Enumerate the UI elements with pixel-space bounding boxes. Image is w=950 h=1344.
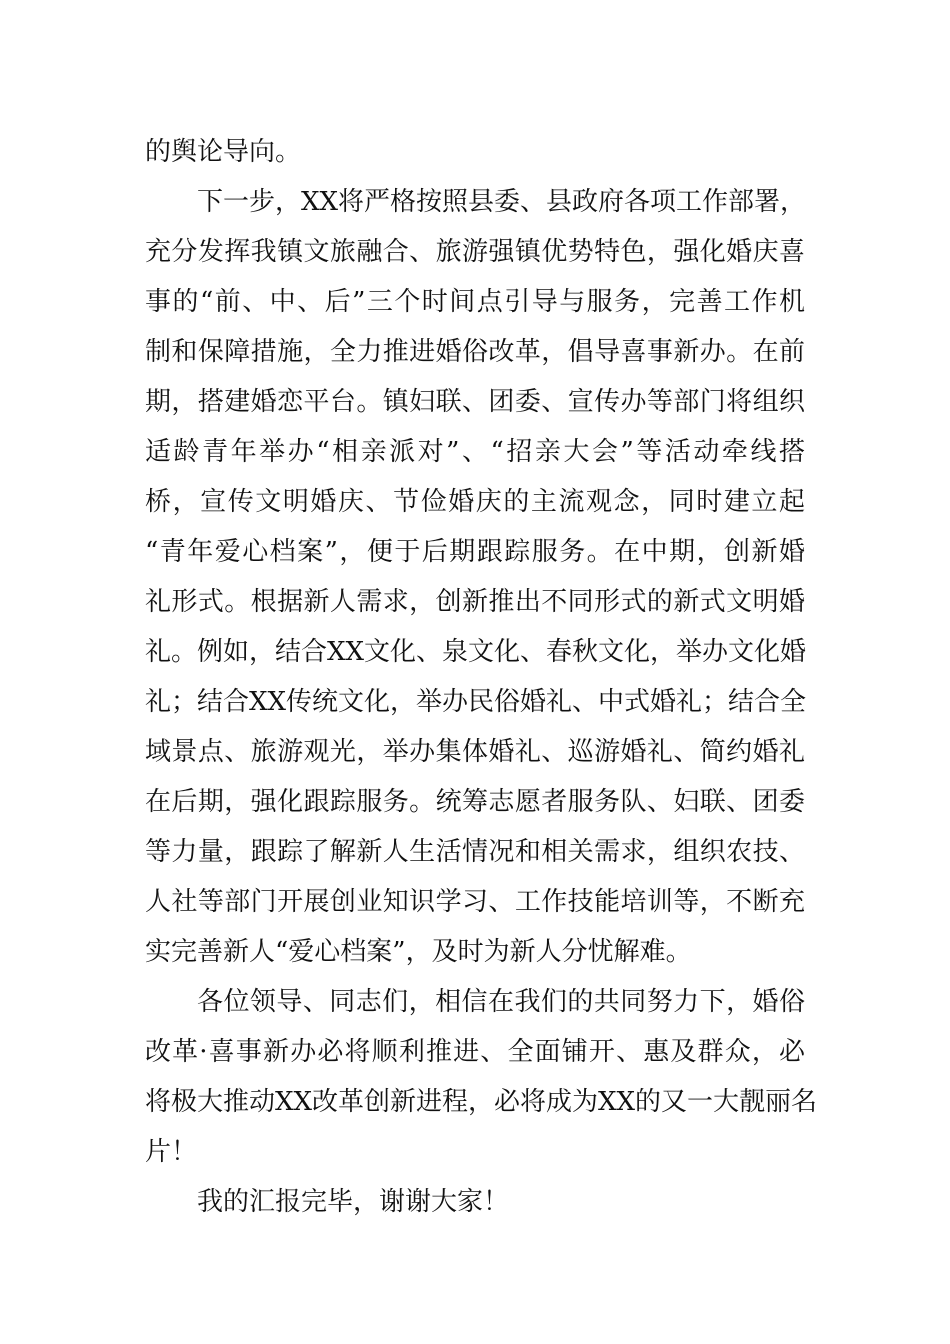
text-line-13: 域景点、旅游观光，举办集体婚礼、巡游婚礼、简约婚礼: [145, 737, 805, 767]
text-line-19: 改革·喜事新办必将顺利推进、全面铺开、惠及群众，必: [145, 1037, 805, 1067]
text-line-1: 的舆论导向。: [145, 137, 302, 167]
text-line-15: 等力量，跟踪了解新人生活情况和相关需求，组织农技、: [145, 837, 805, 867]
text-line-3: 充分发挥我镇文旅融合、旅游强镇优势特色，强化婚庆喜: [145, 237, 805, 267]
text-line-18: 各位领导、同志们，相信在我们的共同努力下，婚俗: [197, 987, 805, 1017]
text-line-20: 将极大推动XX改革创新进程，必将成为XX的又一大靓丽名: [145, 1087, 818, 1117]
text-line-11: 礼。例如，结合XX文化、泉文化、春秋文化，举办文化婚: [145, 637, 807, 667]
text-line-8: 桥，宣传文明婚庆、节俭婚庆的主流观念，同时建立起: [145, 487, 805, 517]
text-line-22: 我的汇报完毕，谢谢大家！: [197, 1187, 510, 1217]
text-line-16: 人社等部门开展创业知识学习、工作技能培训等，不断充: [145, 887, 805, 917]
text-line-17: 实完善新人“爱心档案”，及时为新人分忧解难。: [145, 937, 692, 967]
text-line-7: 适龄青年举办“相亲派对”、“招亲大会”等活动牵线搭: [145, 437, 805, 467]
text-line-4: 事的“前、中、后”三个时间点引导与服务，完善工作机: [145, 287, 805, 317]
text-line-2: 下一步，XX将严格按照县委、县政府各项工作部署，: [197, 187, 807, 217]
text-line-10: 礼形式。根据新人需求，创新推出不同形式的新式文明婚: [145, 587, 805, 617]
text-line-9: “青年爱心档案”，便于后期跟踪服务。在中期，创新婚: [145, 537, 805, 567]
text-line-12: 礼；结合XX传统文化，举办民俗婚礼、中式婚礼；结合全: [145, 687, 807, 717]
text-line-6: 期，搭建婚恋平台。镇妇联、团委、宣传办等部门将组织: [145, 387, 805, 417]
text-line-21: 片！: [145, 1137, 198, 1167]
text-line-14: 在后期，强化跟踪服务。统筹志愿者服务队、妇联、团委: [145, 787, 805, 817]
text-line-5: 制和保障措施，全力推进婚俗改革，倡导喜事新办。在前: [145, 337, 805, 367]
